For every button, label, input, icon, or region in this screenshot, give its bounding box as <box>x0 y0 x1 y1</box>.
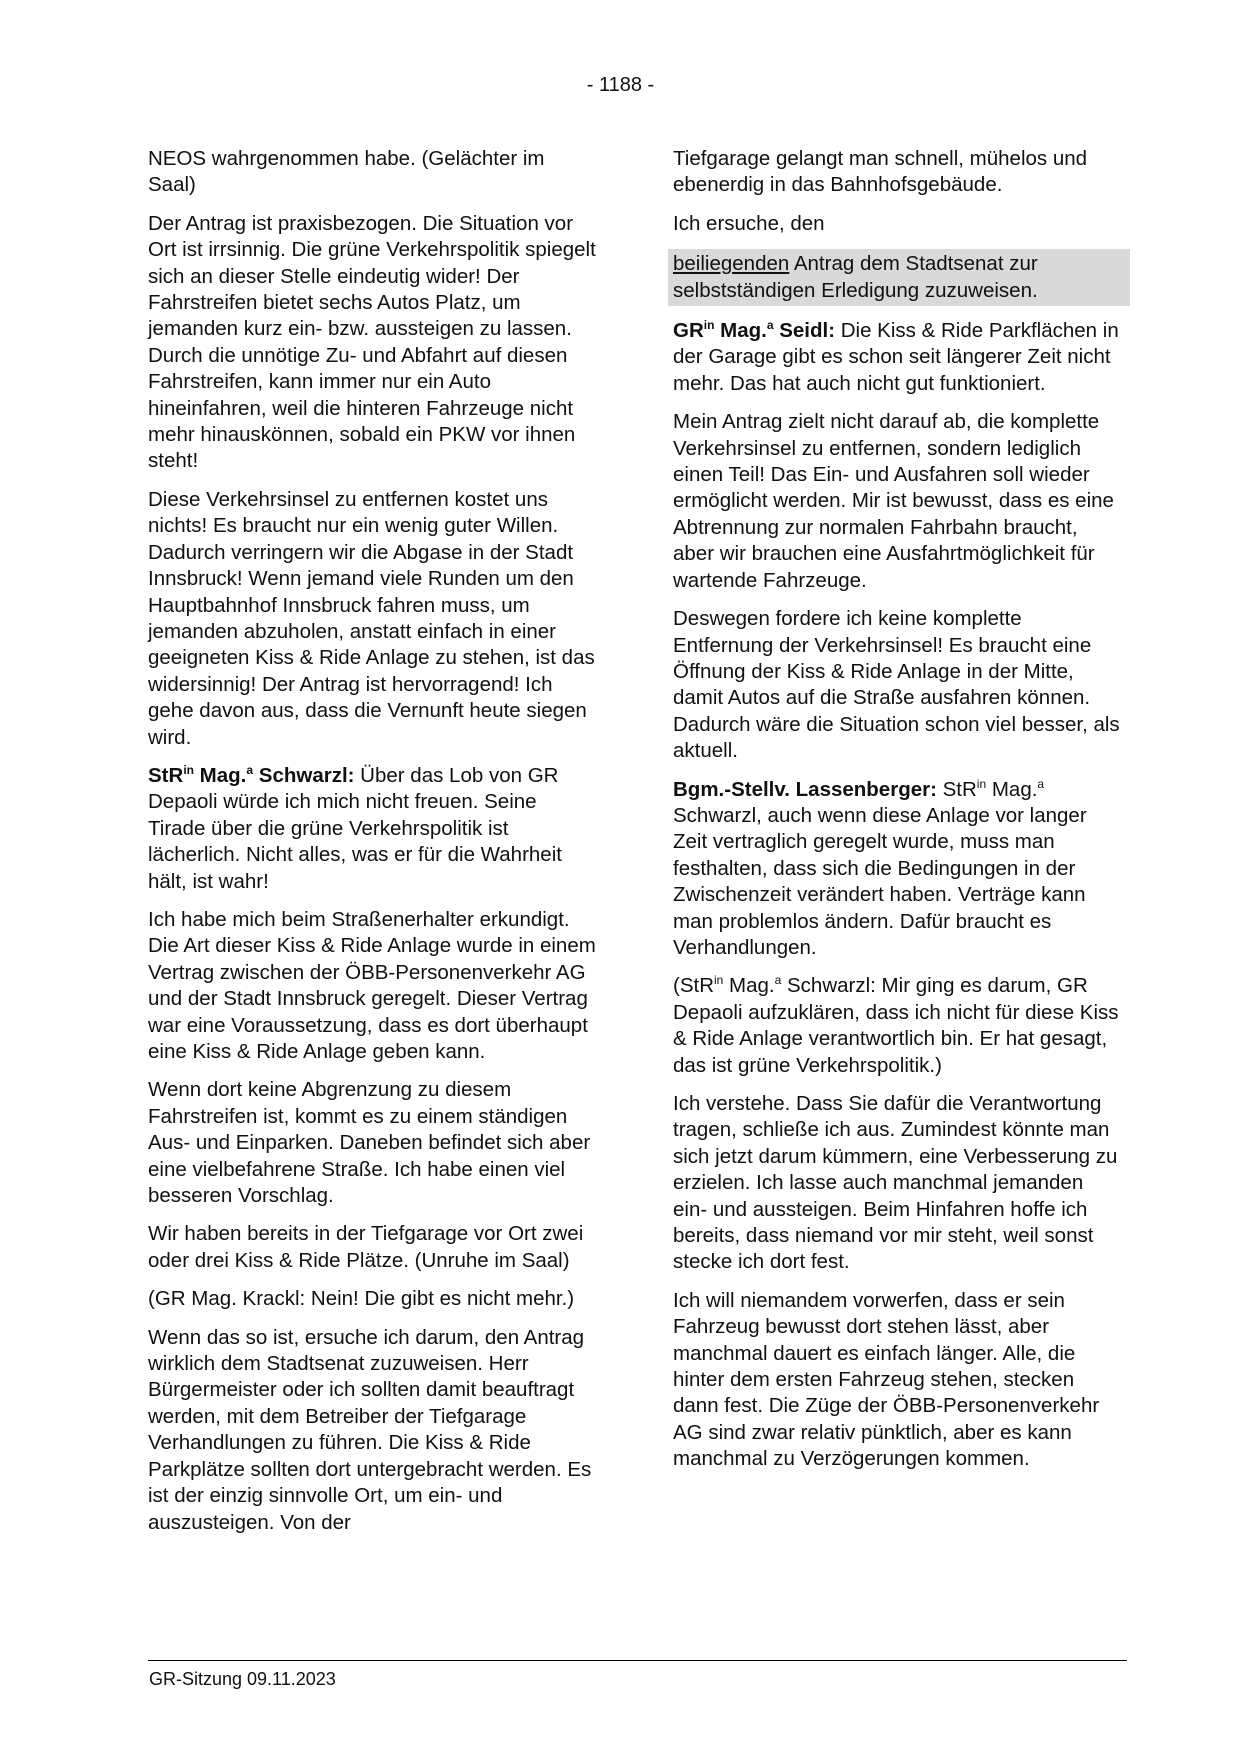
speech-paragraph: Bgm.-Stellv. Lassenberger: StR$^{in}$ Mag.$^a$ Schwarzl, auch wenn diese Anlage vor langer Zeit vertraglich geregelt wurde, muss man festhalten, dass sich die Bedingungen in der Zwischenzeit verändert haben. Verträge kann man problemlos ändern. Dafür braucht es Verhandlungen. <box>673 776 1087 959</box>
paragraph: Deswegen fordere ich keine komplette Entfernung der Verkehrsinsel! Es braucht eine Öffnung der Kiss & Ride Anlage in der Mitte, damit Autos auf die Straße ausfahren können. Dadurch wäre die Situation schon viel besser, als aktuell. <box>673 607 1120 763</box>
highlighted-motion: beiliegenden Antrag dem Stadtsenat zur selbstständigen Erledigung zuzuweisen. <box>668 249 1130 306</box>
paragraph: Ich habe mich beim Straßenerhalter erkundigt. Die Art dieser Kiss & Ride Anlage wurde in einem Vertrag zwischen der ÖBB-Personenverkehr AG und der Stadt Innsbruck geregelt. Dieser Vertrag war eine Voraussetzung, dass es dort überhaupt eine Kiss & Ride Anlage geben kann. <box>148 907 596 1063</box>
paragraph: Wenn das so ist, ersuche ich darum, den Antrag wirklich dem Stadtsenat zuzuweisen. Herr Bürgermeister oder ich sollten damit beauftragt werden, mit dem Betreiber der Tiefgarage Verhandlungen zu führen. Die Kiss & Ride Parkplätze sollten dort untergebracht werden. Es ist der einzig sinnvolle Ort, um ein- und auszusteigen. Von der <box>148 1325 592 1534</box>
paragraph: Ich will niemandem vorwerfen, dass er sein Fahrzeug bewusst dort stehen lässt, aber manchmal dauert es einfach länger. Alle, die hinter dem ersten Fahrzeug stehen, stecken dann fest. Die Züge der ÖBB-Personenverkehr AG sind zwar relativ pünktlich, aber es kann manchmal zu Verzögerungen kommen. <box>673 1288 1100 1471</box>
speech-paragraph: $GR^{in}$ Mag.$^a$ Seidl: Die Kiss & Ride Parkflächen in der Garage gibt es schon seit längerer Zeit nicht mehr. Das hat auch nicht gut funktioniert. <box>673 318 1119 395</box>
paragraph: Der Antrag ist praxisbezogen. Die Situation vor Ort ist irrsinnig. Die grüne Verkehrspolitik spiegelt sich an dieser Stelle eindeutig wider! Der Fahrstreifen bietet sechs Autos Platz, um jemanden kurz ein- bzw. aussteigen zu lassen. Durch die unnötige Zu- und Abfahrt auf diesen Fahrstreifen, kann immer nur ein Auto hineinfahren, weil die hinteren Fahrzeuge nicht mehr hinauskönnen, sobald ein PKW vor ihnen steht! <box>148 211 596 473</box>
right-column <box>673 146 1123 1485</box>
interjection: (StR$^{in}$ Mag.$^a$ Schwarzl: Mir ging es darum, GR Depaoli aufzuklären, dass ich nicht für diese Kiss & Ride Anlage verantwortlich bin. Er hat gesagt, das ist grüne Verkehrspolitik.) <box>673 973 1119 1077</box>
paragraph: Ich verstehe. Dass Sie dafür die Verantwortung tragen, schließe ich aus. Zumindest könnte man sich jetzt darum kümmern, eine Verbesserung zu erzielen. Ich lasse auch manchmal jemanden ein- und aussteigen. Beim Hinfahren hoffe ich bereits, dass niemand vor mir steht, weil sonst stecke ich dort fest. <box>673 1092 1118 1274</box>
footer-divider <box>148 1660 1127 1661</box>
interjection: (GR Mag. Krackl: Nein! Die gibt es nicht mehr.) <box>148 1287 575 1311</box>
underlined-word: beiliegenden <box>673 252 790 276</box>
footer-session: GR-Sitzung 09.11.2023 <box>149 1669 336 1689</box>
paragraph: Mein Antrag zielt nicht darauf ab, die komplette Verkehrsinsel zu entfernen, sondern lediglich einen Teil! Das Ein- und Ausfahren soll wieder ermöglicht werden. Mir ist bewusst, dass es eine Abtrennung zur normalen Fahrbahn braucht, aber wir brauchen eine Ausfahrtmöglichkeit für wartende Fahrzeuge. <box>673 410 1114 592</box>
paragraph: Wenn dort keine Abgrenzung zu diesem Fahrstreifen ist, kommt es zu einem ständigen Aus- und Einparken. Daneben befindet sich aber eine vielbefahrene Straße. Ich habe einen viel besseren Vorschlag. <box>148 1078 591 1208</box>
speaker-name: StR$^{in}$ Mag.$^a$ Schwarzl: <box>148 762 355 787</box>
paragraph: Ich ersuche, den <box>673 211 825 235</box>
page-number: - 1188 - <box>586 74 655 96</box>
speech-paragraph: StR$^{in}$ Mag.$^a$ Schwarzl: Über das Lob von GR Depaoli würde ich mich nicht freuen. Seine Tirade über die grüne Verkehrspolitik ist lächerlich. Nicht alles, was er für die Wahrheit hält, ist wahr! <box>148 762 562 893</box>
speaker-name: Bgm.-Stellv. Lassenberger: <box>673 777 937 801</box>
left-column <box>148 146 598 1548</box>
paragraph: NEOS wahrgenommen habe. (Gelächter im Saal) <box>148 147 545 197</box>
speaker-name: $GR^{in}$ Mag.$^a$ Seidl: <box>673 318 836 343</box>
paragraph: Diese Verkehrsinsel zu entfernen kostet uns nichts! Es braucht nur ein wenig guter Willen. Dadurch verringern wir die Abgase in der Stadt Innsbruck! Wenn jemand viele Runden um den Hauptbahnhof Innsbruck fahren muss, um jemanden abzuholen, anstatt einfach in einer geeigneten Kiss & Ride Anlage zu stehen, ist das widersinnig! Der Antrag ist hervorragend! Ich gehe davon aus, dass die Vernunft heute siegen wird. <box>148 487 595 749</box>
paragraph: Tiefgarage gelangt man schnell, mühelos und ebenerdig in das Bahnhofsgebäude. <box>673 147 1088 197</box>
paragraph: Wir haben bereits in der Tiefgarage vor Ort zwei oder drei Kiss & Ride Plätze. (Unruhe im Saal) <box>148 1222 584 1272</box>
